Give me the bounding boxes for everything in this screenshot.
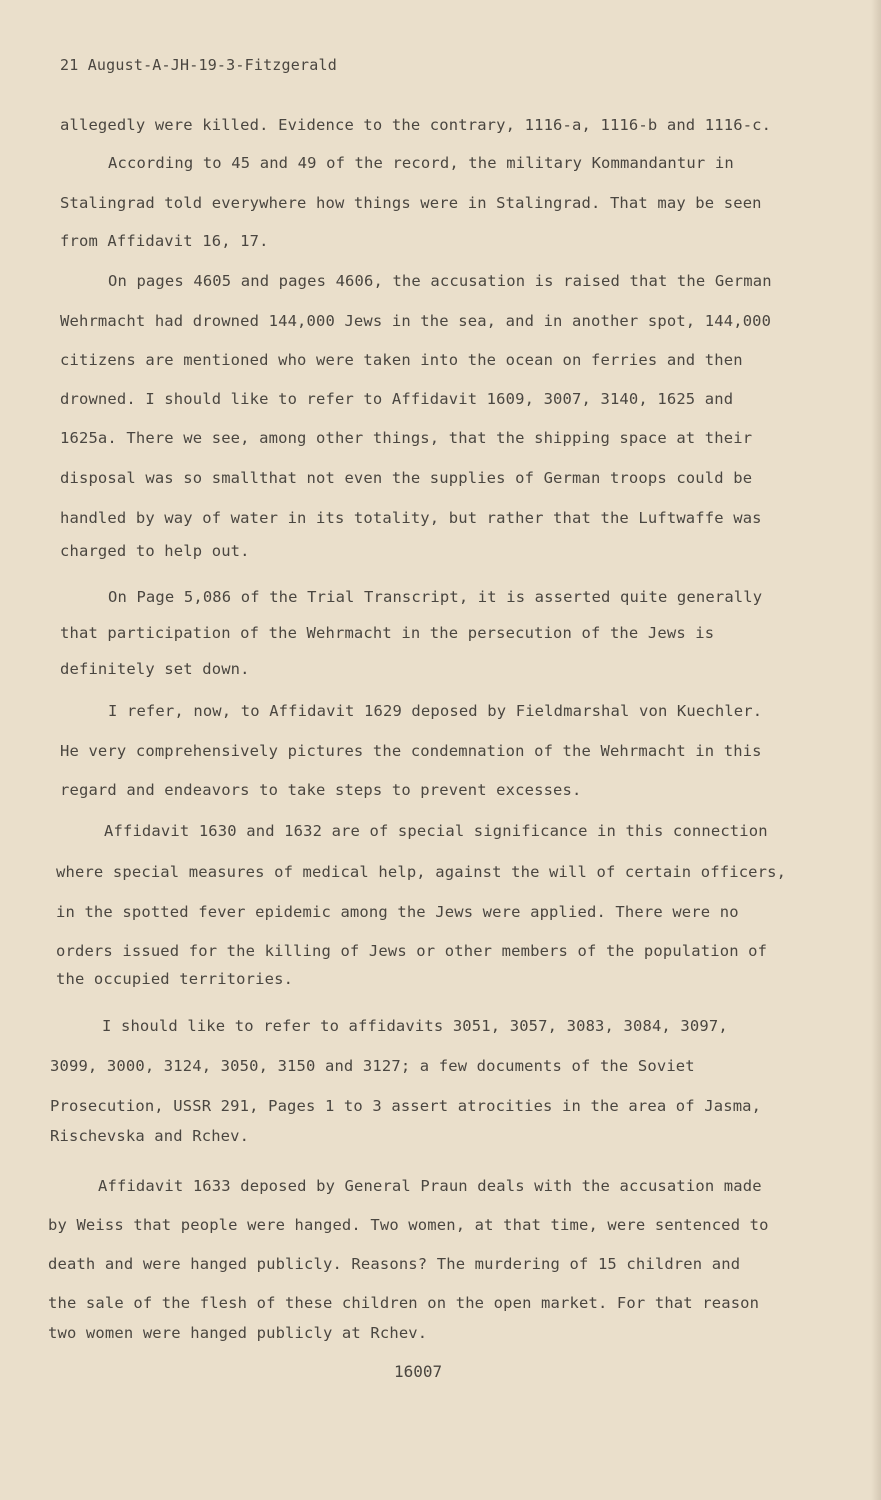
text-line: On Page 5,086 of the Trial Transcript, it is asserted quite generally xyxy=(108,588,763,606)
text-line: Stalingrad told everywhere how things were in Stalingrad. That may be seen xyxy=(60,194,762,212)
text-line: Prosecution, USSR 291, Pages 1 to 3 assert atrocities in the area of Jasma, xyxy=(50,1097,762,1115)
text-line: 3099, 3000, 3124, 3050, 3150 and 3127; a few documents of the Soviet xyxy=(50,1057,695,1075)
text-line: disposal was so smallthat not even the supplies of German troops could be xyxy=(60,469,753,487)
text-line: Affidavit 1630 and 1632 are of special significance in this connection xyxy=(104,822,768,840)
page-number: 16007 xyxy=(394,1362,443,1381)
text-line: the occupied territories. xyxy=(56,970,294,988)
page-edge-shadow xyxy=(871,0,881,1500)
text-line: Wehrmacht had drowned 144,000 Jews in the sea, and in another spot, 144,000 xyxy=(60,312,772,330)
text-line: definitely set down. xyxy=(60,660,250,678)
text-line: where special measures of medical help, against the will of certain officers, xyxy=(56,863,787,881)
text-line: allegedly were killed. Evidence to the contrary, 1116-a, 1116-b and 1116-c. xyxy=(60,116,772,134)
text-line: two women were hanged publicly at Rchev. xyxy=(48,1324,428,1342)
text-line: drowned. I should like to refer to Affidavit 1609, 3007, 3140, 1625 and xyxy=(60,390,734,408)
text-line: handled by way of water in its totality, but rather that the Luftwaffe was xyxy=(60,509,762,527)
text-line: death and were hanged publicly. Reasons? The murdering of 15 children and xyxy=(48,1255,741,1273)
text-line: that participation of the Wehrmacht in the persecution of the Jews is xyxy=(60,624,715,642)
text-line: Affidavit 1633 deposed by General Praun deals with the accusation made xyxy=(98,1177,762,1195)
text-line: by Weiss that people were hanged. Two women, at that time, were sentenced to xyxy=(48,1216,769,1234)
text-line: On pages 4605 and pages 4606, the accusation is raised that the German xyxy=(108,272,772,290)
text-line: He very comprehensively pictures the condemnation of the Wehrmacht in this xyxy=(60,742,762,760)
text-line: regard and endeavors to take steps to prevent excesses. xyxy=(60,781,582,799)
text-line: in the spotted fever epidemic among the Jews were applied. There were no xyxy=(56,903,739,921)
text-line: citizens are mentioned who were taken into the ocean on ferries and then xyxy=(60,351,743,369)
text-line: from Affidavit 16, 17. xyxy=(60,232,269,250)
text-line: According to 45 and 49 of the record, the military Kommandantur in xyxy=(108,154,734,172)
document-header: 21 August-A-JH-19-3-Fitzgerald xyxy=(60,56,337,74)
text-line: orders issued for the killing of Jews or other members of the population of xyxy=(56,942,768,960)
text-line: I should like to refer to affidavits 3051, 3057, 3083, 3084, 3097, xyxy=(102,1017,728,1035)
text-line: charged to help out. xyxy=(60,542,250,560)
text-line: Rischevska and Rchev. xyxy=(50,1127,250,1145)
text-line: the sale of the flesh of these children on the open market. For that reason xyxy=(48,1294,760,1312)
text-line: 1625a. There we see, among other things, that the shipping space at their xyxy=(60,429,753,447)
text-line: I refer, now, to Affidavit 1629 deposed by Fieldmarshal von Kuechler. xyxy=(108,702,763,720)
